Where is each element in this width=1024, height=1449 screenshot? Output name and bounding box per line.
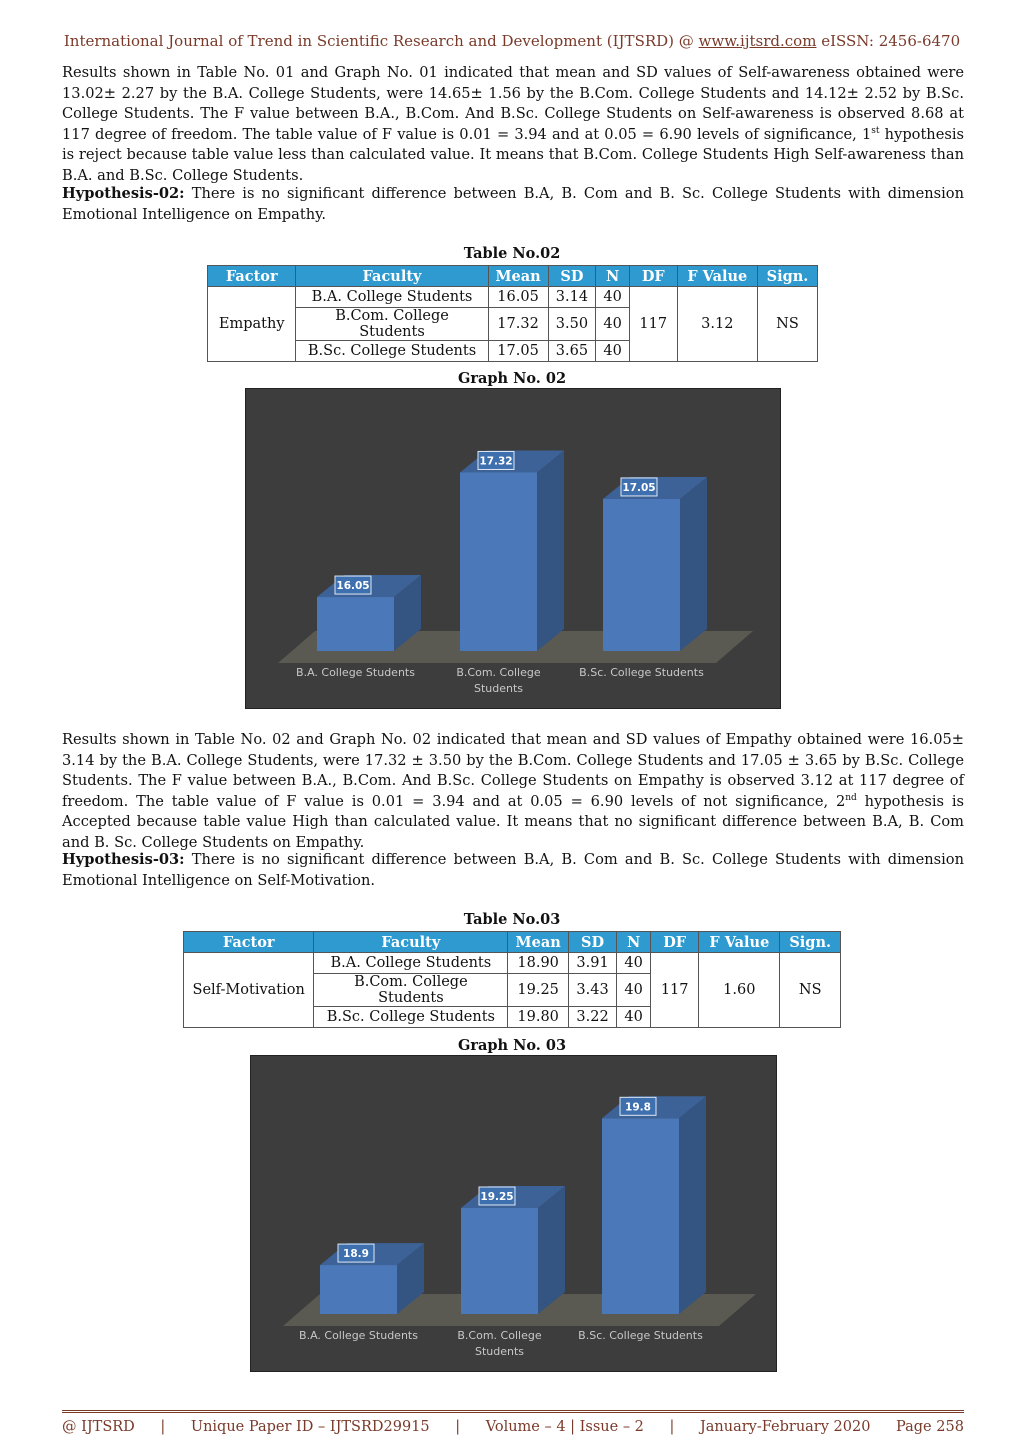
category-label: Students xyxy=(474,1345,525,1358)
footer-separator: | xyxy=(160,1419,166,1435)
bar-side xyxy=(679,1096,706,1314)
mean-cell: 16.05 xyxy=(488,287,548,308)
n-cell: 40 xyxy=(596,287,630,308)
mean-cell: 17.32 xyxy=(488,308,548,341)
data-label: 19.8 xyxy=(625,1101,651,1114)
category-label: B.Sc. College Students xyxy=(579,666,704,679)
header-df: DF xyxy=(629,266,677,287)
sd-cell: 3.22 xyxy=(568,1007,616,1028)
category-label: Students xyxy=(473,682,524,695)
n-cell: 40 xyxy=(617,974,651,1007)
superscript-nd: nd xyxy=(845,792,857,803)
table-row xyxy=(208,287,818,308)
footer-journal: @ IJTSRD xyxy=(62,1419,135,1435)
n-cell: 40 xyxy=(596,308,630,341)
df-cell: 117 xyxy=(629,287,677,362)
mean-cell: 19.25 xyxy=(508,974,569,1007)
header-factor: Factor xyxy=(184,932,314,953)
journal-issn: eISSN: 2456-6470 xyxy=(816,32,961,50)
sd-cell: 3.50 xyxy=(548,308,596,341)
faculty-cell: B.Sc. College Students xyxy=(296,341,488,362)
bar-side xyxy=(538,1186,565,1314)
mean-cell: 18.90 xyxy=(508,953,569,974)
bar xyxy=(320,1265,397,1314)
hypothesis-02-label: Hypothesis-02: xyxy=(62,185,185,202)
faculty-cell: B.Com. College Students xyxy=(296,308,488,341)
header-sd: SD xyxy=(568,932,616,953)
bar xyxy=(317,597,394,651)
hypothesis-03-text: There is no significant difference between B.A, B. Com and B. Sc. College Students with dimension Emotional Intelligence on Self-Motivation. xyxy=(62,851,964,889)
results-paragraph-2-text: Results shown in Table No. 02 and Graph No. 02 indicated that mean and SD values of Empathy obtained were 16.05± 3.14 by the B.A. College Students, were 17.32 ± 3.50 by the B.Com. College Students and 17.05 ± 3.65 by B.Sc. College Students. The F value between B.A., B.Com. And B.Sc. College Students on Empathy is observed 3.12 at 117 degree of freedom. The table value of F value is 0.01 = 3.94 and at 0.05 = 6.90 levels of not significance, 2 xyxy=(62,731,964,810)
sd-cell: 3.43 xyxy=(568,974,616,1007)
bar xyxy=(460,472,537,651)
bar xyxy=(603,499,680,651)
header-sign: Sign. xyxy=(780,932,841,953)
factor-cell: Self-Motivation xyxy=(184,953,314,1028)
sign-cell: NS xyxy=(780,953,841,1028)
graph-02 xyxy=(245,388,781,709)
category-label: B.A. College Students xyxy=(299,1329,418,1342)
factor-cell: Empathy xyxy=(208,287,296,362)
faculty-cell: B.A. College Students xyxy=(314,953,508,974)
n-cell: 40 xyxy=(617,1007,651,1028)
hypothesis-02-text: There is no significant difference between B.A, B. Com and B. Sc. College Students with dimension Emotional Intelligence on Empathy. xyxy=(62,185,964,223)
header-sd: SD xyxy=(548,266,596,287)
results-paragraph-1 xyxy=(62,63,964,186)
footer-volume: Volume – 4 | Issue – 2 xyxy=(485,1419,644,1435)
graph-03 xyxy=(250,1055,777,1372)
journal-header xyxy=(0,32,1024,50)
sd-cell: 3.91 xyxy=(568,953,616,974)
faculty-cell: B.Sc. College Students xyxy=(314,1007,508,1028)
header-n: N xyxy=(596,266,630,287)
n-cell: 40 xyxy=(617,953,651,974)
header-f-value: F Value xyxy=(699,932,780,953)
results-paragraph-2-end: hypothesis is Accepted because table value High than calculated value. It means that no significant difference between B.A, B. Com and B. Sc. College Students on Empathy. xyxy=(62,792,964,851)
graph-03-svg xyxy=(251,1056,776,1371)
data-label: 17.32 xyxy=(479,455,513,468)
table-header-row xyxy=(184,932,841,953)
bar-side xyxy=(680,477,707,651)
faculty-cell: B.Com. College Students xyxy=(314,974,508,1007)
header-faculty: Faculty xyxy=(314,932,508,953)
data-label: 18.9 xyxy=(343,1248,369,1261)
journal-link[interactable]: www.ijtsrd.com xyxy=(698,32,817,50)
table-02 xyxy=(207,265,818,362)
footer-paper-id: Unique Paper ID – IJTSRD29915 xyxy=(190,1419,430,1435)
footer-page: Page 258 xyxy=(896,1419,964,1435)
hypothesis-03 xyxy=(62,850,964,891)
graph-02-svg xyxy=(246,389,780,708)
graph-03-caption: Graph No. 03 xyxy=(457,1037,567,1054)
category-label: B.A. College Students xyxy=(296,666,415,679)
mean-cell: 19.80 xyxy=(508,1007,569,1028)
category-label: B.Sc. College Students xyxy=(578,1329,703,1342)
table-02-caption: Table No.02 xyxy=(463,245,561,262)
superscript-st: st xyxy=(871,125,880,136)
footer-separator: | xyxy=(455,1419,461,1435)
data-label: 19.25 xyxy=(480,1191,514,1203)
table-row xyxy=(184,953,841,974)
data-label: 17.05 xyxy=(622,481,656,494)
n-cell: 40 xyxy=(596,341,630,362)
table-header-row xyxy=(208,266,818,287)
header-sign: Sign. xyxy=(757,266,817,287)
footer-separator: | xyxy=(669,1419,675,1435)
data-label: 16.05 xyxy=(336,580,370,593)
bar xyxy=(461,1208,538,1314)
header-faculty: Faculty xyxy=(296,266,488,287)
bar-side xyxy=(537,450,564,651)
footer-divider xyxy=(62,1410,964,1413)
page-footer xyxy=(62,1419,964,1435)
faculty-cell: B.A. College Students xyxy=(296,287,488,308)
journal-title: International Journal of Trend in Scientific Research and Development (IJTSRD) @ xyxy=(63,32,699,50)
footer-date: January-February 2020 xyxy=(699,1419,871,1435)
sd-cell: 3.14 xyxy=(548,287,596,308)
mean-cell: 17.05 xyxy=(488,341,548,362)
header-mean: Mean xyxy=(488,266,548,287)
header-factor: Factor xyxy=(208,266,296,287)
results-paragraph-1-text: Results shown in Table No. 01 and Graph No. 01 indicated that mean and SD values of Self-awareness obtained were 13.02± 2.27 by the B.A. College Students, were 14.65± 1.56 by the B.Com. College Students and 14.12± 2.52 by B.Sc. College Students. The F value between B.A., B.Com. And B.Sc. College Students on Self-awareness is observed 8.68 at 117 degree of freedom. The table value of F value is 0.01 = 3.94 and at 0.05 = 6.90 levels of significance, 1 xyxy=(62,64,964,143)
hypothesis-03-label: Hypothesis-03: xyxy=(62,851,185,868)
sd-cell: 3.65 xyxy=(548,341,596,362)
table-03-caption: Table No.03 xyxy=(463,911,561,928)
results-paragraph-2 xyxy=(62,730,964,853)
graph-02-caption: Graph No. 02 xyxy=(457,370,567,387)
bar xyxy=(602,1118,679,1314)
f-value-cell: 1.60 xyxy=(699,953,780,1028)
header-df: DF xyxy=(651,932,699,953)
sign-cell: NS xyxy=(757,287,817,362)
header-f-value: F Value xyxy=(677,266,757,287)
header-n: N xyxy=(617,932,651,953)
f-value-cell: 3.12 xyxy=(677,287,757,362)
category-label: B.Com. College xyxy=(457,1329,542,1342)
table-03 xyxy=(183,931,841,1028)
category-label: B.Com. College xyxy=(456,666,541,679)
df-cell: 117 xyxy=(651,953,699,1028)
hypothesis-02 xyxy=(62,184,964,225)
results-paragraph-1-end: hypothesis is reject because table value less than calculated value. It means that B.Com. College Students High Self-awareness than B.A. and B.Sc. College Students. xyxy=(62,125,964,184)
header-mean: Mean xyxy=(508,932,569,953)
